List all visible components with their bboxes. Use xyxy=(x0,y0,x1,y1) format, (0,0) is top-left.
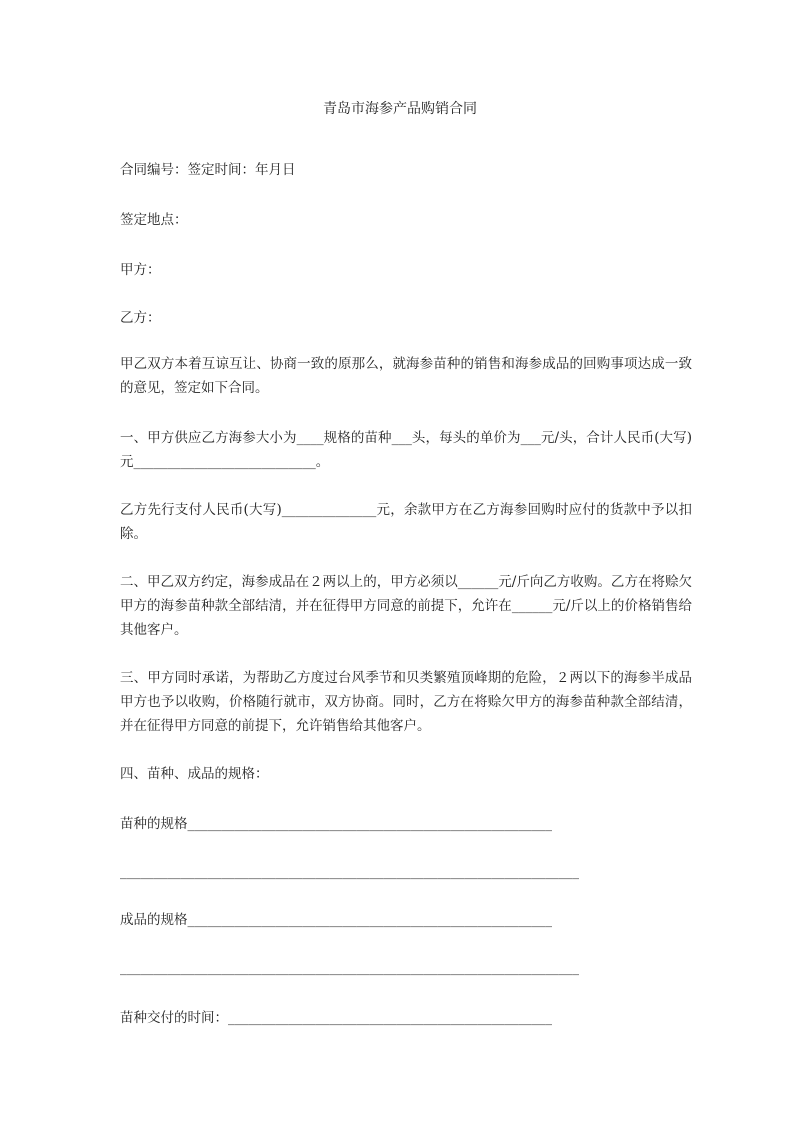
delivery-time-line: 苗种交付的时间：________________________________________________ xyxy=(120,1010,552,1026)
party-b-line: 乙方： xyxy=(120,310,161,326)
party-a-line: 甲方： xyxy=(120,262,161,278)
product-spec-line: 成品的规格______________________________________________________ xyxy=(120,912,552,928)
location-line: 签定地点： xyxy=(120,212,188,228)
clause-1-payment-paragraph: 乙方先行支付人民币(大写)______________元，余款甲方在乙方海参回购时应付的货款中予以扣除。 xyxy=(120,502,692,542)
contract-number-line: 合同编号：签定时间：年月日 xyxy=(120,162,296,178)
clause-1-paragraph: 一、甲方供应乙方海参大小为____规格的苗种___头，每头的单价为___元/头，合计人民币(大写)元___________________________。 xyxy=(120,430,692,470)
seed-spec-line: 苗种的规格______________________________________________________ xyxy=(120,816,552,832)
document-title: 青岛市海参产品购销合同 xyxy=(323,101,477,117)
clause-3-paragraph: 三、甲方同时承诺，为帮助乙方度过台风季节和贝类繁殖顶峰期的危险，２两以下的海参半成品甲方也予以收购，价格随行就市，双方协商。同时，乙方在将赊欠甲方的海参苗种款全部结清，并在征得甲方同意的前提下，允许销售给其他客户。 xyxy=(120,670,692,734)
product-spec-continuation-line: ____________________________________________________________________ xyxy=(120,960,579,976)
preamble-paragraph: 甲乙双方本着互谅互让、协商一致的原那么，就海参苗种的销售和海参成品的回购事项达成一致的意见，签定如下合同。 xyxy=(120,356,692,396)
clause-4-heading: 四、苗种、成品的规格： xyxy=(120,766,269,782)
clause-2-paragraph: 二、甲乙双方约定，海参成品在２两以上的，甲方必须以______元/斤向乙方收购。乙方在将赊欠甲方的海参苗种款全部结清，并在征得甲方同意的前提下，允许在______元/斤以上的价格销售给其他客户。 xyxy=(120,574,692,638)
seed-spec-continuation-line: ____________________________________________________________________ xyxy=(120,864,579,880)
